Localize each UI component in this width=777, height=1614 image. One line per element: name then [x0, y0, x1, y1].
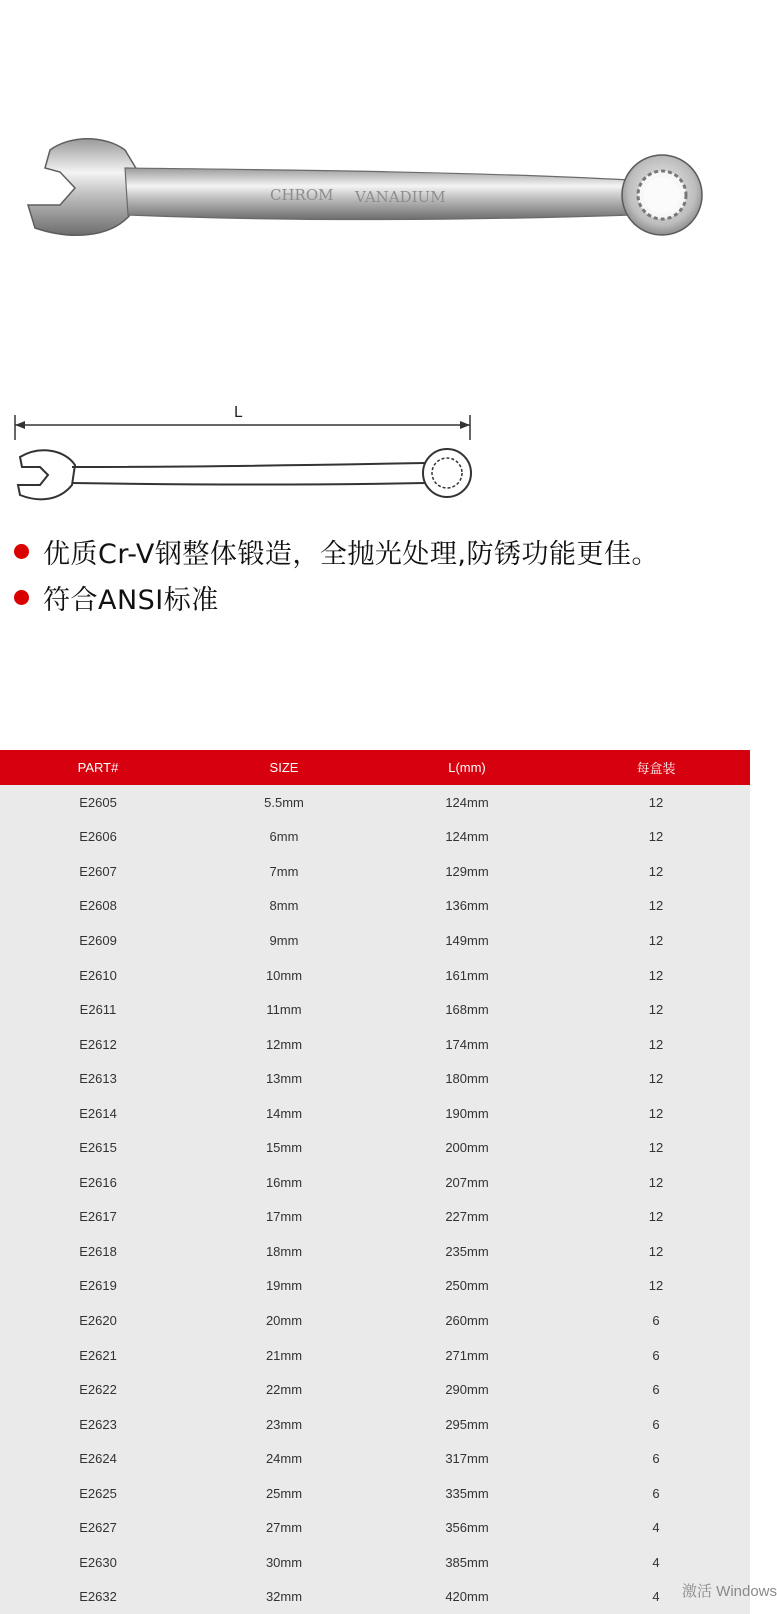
- table-row: [0, 1510, 750, 1545]
- cell-part-number: E2609: [0, 923, 196, 958]
- table-row: [0, 1476, 750, 1511]
- cell-part-number: E2610: [0, 958, 196, 993]
- cell-size: 12mm: [196, 1027, 372, 1062]
- cell-length: 200mm: [372, 1130, 562, 1165]
- cell-part-number: E2611: [0, 992, 196, 1027]
- table-row: [0, 785, 750, 820]
- cell-per-box: 6: [562, 1338, 750, 1373]
- feature-list: [14, 528, 744, 620]
- cell-part-number: E2615: [0, 1130, 196, 1165]
- cell-size: 19mm: [196, 1269, 372, 1304]
- cell-size: 13mm: [196, 1061, 372, 1096]
- cell-length: 149mm: [372, 923, 562, 958]
- cell-length: 168mm: [372, 992, 562, 1027]
- cell-size: 16mm: [196, 1165, 372, 1200]
- cell-per-box: 4: [562, 1545, 750, 1580]
- cell-size: 5.5mm: [196, 785, 372, 820]
- cell-part-number: E2608: [0, 889, 196, 924]
- cell-size: 25mm: [196, 1476, 372, 1511]
- cell-size: 8mm: [196, 889, 372, 924]
- cell-size: 7mm: [196, 854, 372, 889]
- cell-part-number: E2605: [0, 785, 196, 820]
- header-size: SIZE: [196, 750, 372, 785]
- cell-size: 20mm: [196, 1303, 372, 1338]
- cell-length: 174mm: [372, 1027, 562, 1062]
- cell-length: 207mm: [372, 1165, 562, 1200]
- cell-length: 180mm: [372, 1061, 562, 1096]
- cell-part-number: E2621: [0, 1338, 196, 1373]
- table-row: [0, 1545, 750, 1580]
- cell-length: 290mm: [372, 1372, 562, 1407]
- header-per-box: 每盒装: [562, 750, 750, 785]
- cell-per-box: 12: [562, 923, 750, 958]
- bullet-dot-icon: [14, 590, 29, 605]
- table-row: [0, 958, 750, 993]
- cell-size: 27mm: [196, 1510, 372, 1545]
- table-row: [0, 854, 750, 889]
- cell-part-number: E2614: [0, 1096, 196, 1131]
- cell-size: 32mm: [196, 1580, 372, 1614]
- cell-per-box: 6: [562, 1372, 750, 1407]
- table-row: [0, 1303, 750, 1338]
- cell-per-box: 12: [562, 958, 750, 993]
- cell-per-box: 4: [562, 1580, 750, 1614]
- table-row: [0, 1096, 750, 1131]
- table-row: [0, 1234, 750, 1269]
- cell-size: 22mm: [196, 1372, 372, 1407]
- cell-size: 21mm: [196, 1338, 372, 1373]
- cell-per-box: 12: [562, 785, 750, 820]
- cell-part-number: E2617: [0, 1200, 196, 1235]
- cell-size: 15mm: [196, 1130, 372, 1165]
- table-row: [0, 1441, 750, 1476]
- bullet-dot-icon: [14, 544, 29, 559]
- table-row: [0, 1130, 750, 1165]
- spec-table: [0, 750, 777, 1614]
- cell-size: 10mm: [196, 958, 372, 993]
- cell-per-box: 12: [562, 1027, 750, 1062]
- cell-part-number: E2607: [0, 854, 196, 889]
- cell-length: 124mm: [372, 785, 562, 820]
- wrench-product-photo: [0, 0, 750, 380]
- cell-part-number: E2622: [0, 1372, 196, 1407]
- header-part-number: PART#: [0, 750, 196, 785]
- cell-length: 271mm: [372, 1338, 562, 1373]
- cell-length: 190mm: [372, 1096, 562, 1131]
- cell-length: 420mm: [372, 1580, 562, 1614]
- cell-size: 24mm: [196, 1441, 372, 1476]
- cell-size: 23mm: [196, 1407, 372, 1442]
- feature-item: [14, 574, 744, 620]
- cell-per-box: 12: [562, 1061, 750, 1096]
- table-row: [0, 1407, 750, 1442]
- cell-part-number: E2630: [0, 1545, 196, 1580]
- cell-per-box: 12: [562, 992, 750, 1027]
- table-row: [0, 992, 750, 1027]
- cell-length: 136mm: [372, 889, 562, 924]
- cell-per-box: 12: [562, 889, 750, 924]
- cell-part-number: E2606: [0, 820, 196, 855]
- table-header-row: [0, 750, 750, 785]
- table-row: [0, 923, 750, 958]
- cell-per-box: 4: [562, 1510, 750, 1545]
- cell-part-number: E2612: [0, 1027, 196, 1062]
- table-row: [0, 1200, 750, 1235]
- cell-per-box: 6: [562, 1407, 750, 1442]
- table-row: [0, 1338, 750, 1373]
- cell-per-box: 12: [562, 1130, 750, 1165]
- wrench-stamp-vanadium: VANADIUM: [355, 188, 446, 206]
- table-row: [0, 1165, 750, 1200]
- cell-per-box: 12: [562, 1096, 750, 1131]
- feature-text: 优质Cr-V钢整体锻造，全抛光处理,防锈功能更佳。: [43, 538, 659, 570]
- cell-length: 260mm: [372, 1303, 562, 1338]
- cell-size: 18mm: [196, 1234, 372, 1269]
- cell-part-number: E2620: [0, 1303, 196, 1338]
- cell-length: 250mm: [372, 1269, 562, 1304]
- cell-length: 227mm: [372, 1200, 562, 1235]
- table-row: [0, 1061, 750, 1096]
- table-row: [0, 820, 750, 855]
- cell-part-number: E2616: [0, 1165, 196, 1200]
- cell-part-number: E2618: [0, 1234, 196, 1269]
- cell-part-number: E2613: [0, 1061, 196, 1096]
- cell-length: 235mm: [372, 1234, 562, 1269]
- cell-length: 356mm: [372, 1510, 562, 1545]
- cell-per-box: 12: [562, 854, 750, 889]
- cell-size: 17mm: [196, 1200, 372, 1235]
- wrench-stamp-chrom: CHROM: [270, 186, 334, 204]
- cell-part-number: E2619: [0, 1269, 196, 1304]
- table-row: [0, 1372, 750, 1407]
- cell-size: 14mm: [196, 1096, 372, 1131]
- cell-size: 9mm: [196, 923, 372, 958]
- cell-part-number: E2632: [0, 1580, 196, 1614]
- cell-per-box: 6: [562, 1441, 750, 1476]
- header-length: L(mm): [372, 750, 562, 785]
- feature-text: 符合ANSI标准: [43, 584, 219, 616]
- cell-per-box: 12: [562, 820, 750, 855]
- table-row: [0, 1269, 750, 1304]
- wrench-dimension-diagram: [0, 395, 500, 520]
- cell-length: 124mm: [372, 820, 562, 855]
- cell-length: 335mm: [372, 1476, 562, 1511]
- cell-length: 129mm: [372, 854, 562, 889]
- cell-part-number: E2627: [0, 1510, 196, 1545]
- cell-size: 11mm: [196, 992, 372, 1027]
- table-row: [0, 1580, 750, 1614]
- cell-part-number: E2625: [0, 1476, 196, 1511]
- table-row: [0, 1027, 750, 1062]
- table-row: [0, 889, 750, 924]
- cell-per-box: 6: [562, 1476, 750, 1511]
- cell-size: 6mm: [196, 820, 372, 855]
- cell-per-box: 12: [562, 1165, 750, 1200]
- windows-activation-watermark: 激活 Windows: [682, 1583, 777, 1600]
- length-dimension-label: L: [233, 403, 243, 421]
- cell-length: 295mm: [372, 1407, 562, 1442]
- cell-part-number: E2623: [0, 1407, 196, 1442]
- cell-part-number: E2624: [0, 1441, 196, 1476]
- cell-length: 317mm: [372, 1441, 562, 1476]
- cell-per-box: 12: [562, 1269, 750, 1304]
- cell-per-box: 6: [562, 1303, 750, 1338]
- cell-size: 30mm: [196, 1545, 372, 1580]
- cell-length: 385mm: [372, 1545, 562, 1580]
- cell-per-box: 12: [562, 1234, 750, 1269]
- cell-length: 161mm: [372, 958, 562, 993]
- cell-per-box: 12: [562, 1200, 750, 1235]
- feature-item: [14, 528, 744, 574]
